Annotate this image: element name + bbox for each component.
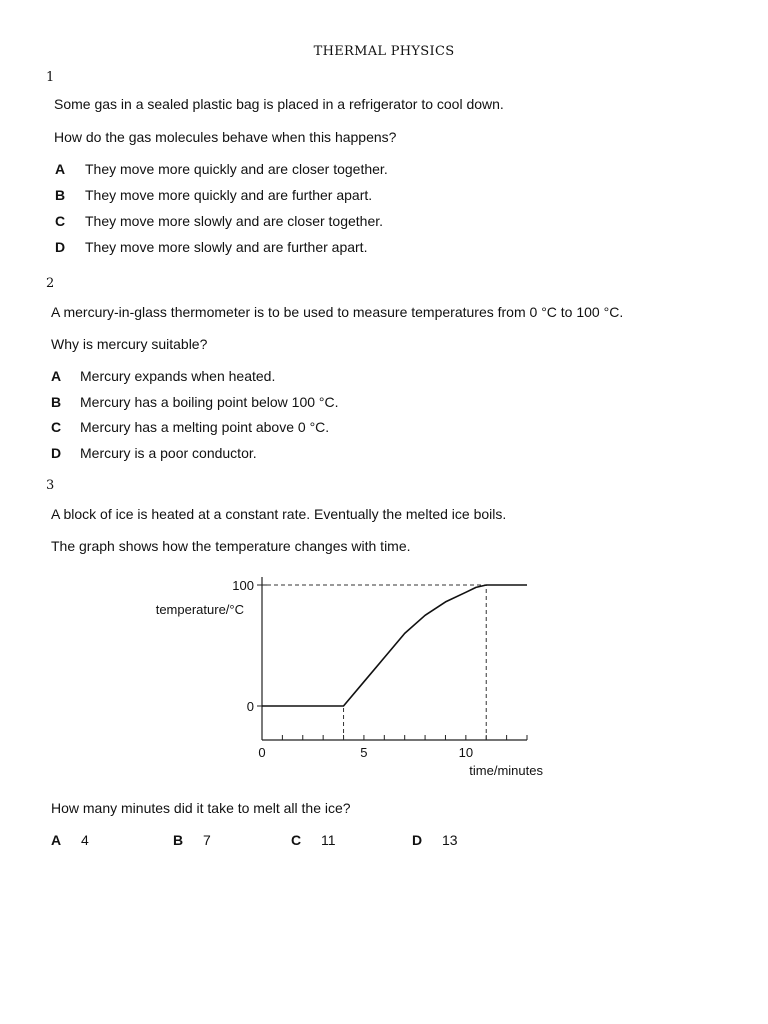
temperature-curve bbox=[262, 585, 527, 706]
option-text: They move more quickly and are further apart. bbox=[85, 187, 373, 203]
x-axis-label: time/minutes bbox=[469, 763, 543, 778]
option-letter: C bbox=[55, 213, 66, 229]
x-tick-label: 5 bbox=[360, 745, 368, 760]
question-1-number: 1 bbox=[46, 70, 55, 85]
option-letter: D bbox=[51, 445, 62, 461]
option-letter: C bbox=[291, 832, 302, 848]
option-text: 7 bbox=[203, 832, 211, 848]
option-text: Mercury has a melting point above 0 °C. bbox=[80, 419, 330, 435]
question-2-prompt: Why is mercury suitable? bbox=[51, 336, 208, 352]
option-text: 11 bbox=[321, 832, 336, 848]
y-tick-label: 0 bbox=[246, 699, 254, 714]
option-text: 13 bbox=[442, 832, 458, 848]
option-text: Mercury expands when heated. bbox=[80, 368, 276, 384]
x-tick-label: 10 bbox=[458, 745, 474, 760]
option-text: They move more quickly and are closer together. bbox=[85, 161, 388, 177]
y-tick-label: 100 bbox=[232, 578, 254, 593]
question-3-prompt: The graph shows how the temperature changes with time. bbox=[51, 538, 411, 554]
option-letter: A bbox=[51, 832, 62, 848]
option-text: They move more slowly and are further apart. bbox=[85, 239, 368, 255]
x-tick-label: 0 bbox=[258, 745, 266, 760]
option-letter: A bbox=[55, 161, 66, 177]
question-3-question: How many minutes did it take to melt all the ice? bbox=[51, 800, 351, 816]
option-text: Mercury has a boiling point below 100 °C. bbox=[80, 394, 339, 410]
option-text: They move more slowly and are closer together. bbox=[85, 213, 384, 229]
page-title: THERMAL PHYSICS bbox=[313, 44, 455, 59]
option-letter: B bbox=[173, 832, 184, 848]
question-3-stem: A block of ice is heated at a constant rate. Eventually the melted ice boils. bbox=[51, 506, 507, 522]
question-1-stem: Some gas in a sealed plastic bag is placed in a refrigerator to cool down. bbox=[54, 96, 504, 112]
question-3-number: 3 bbox=[46, 478, 55, 493]
option-text: 4 bbox=[81, 832, 89, 848]
y-axis-label: temperature/°C bbox=[155, 602, 244, 617]
option-letter: D bbox=[412, 832, 423, 848]
option-text: Mercury is a poor conductor. bbox=[80, 445, 257, 461]
question-1-prompt: How do the gas molecules behave when this happens? bbox=[54, 129, 397, 145]
option-letter: C bbox=[51, 419, 62, 435]
option-letter: D bbox=[55, 239, 66, 255]
question-2-stem: A mercury-in-glass thermometer is to be used to measure temperatures from 0 °C to 100 °C. bbox=[51, 304, 624, 320]
option-letter: B bbox=[55, 187, 66, 203]
option-letter: A bbox=[51, 368, 62, 384]
option-letter: B bbox=[51, 394, 62, 410]
question-2-number: 2 bbox=[46, 276, 55, 291]
